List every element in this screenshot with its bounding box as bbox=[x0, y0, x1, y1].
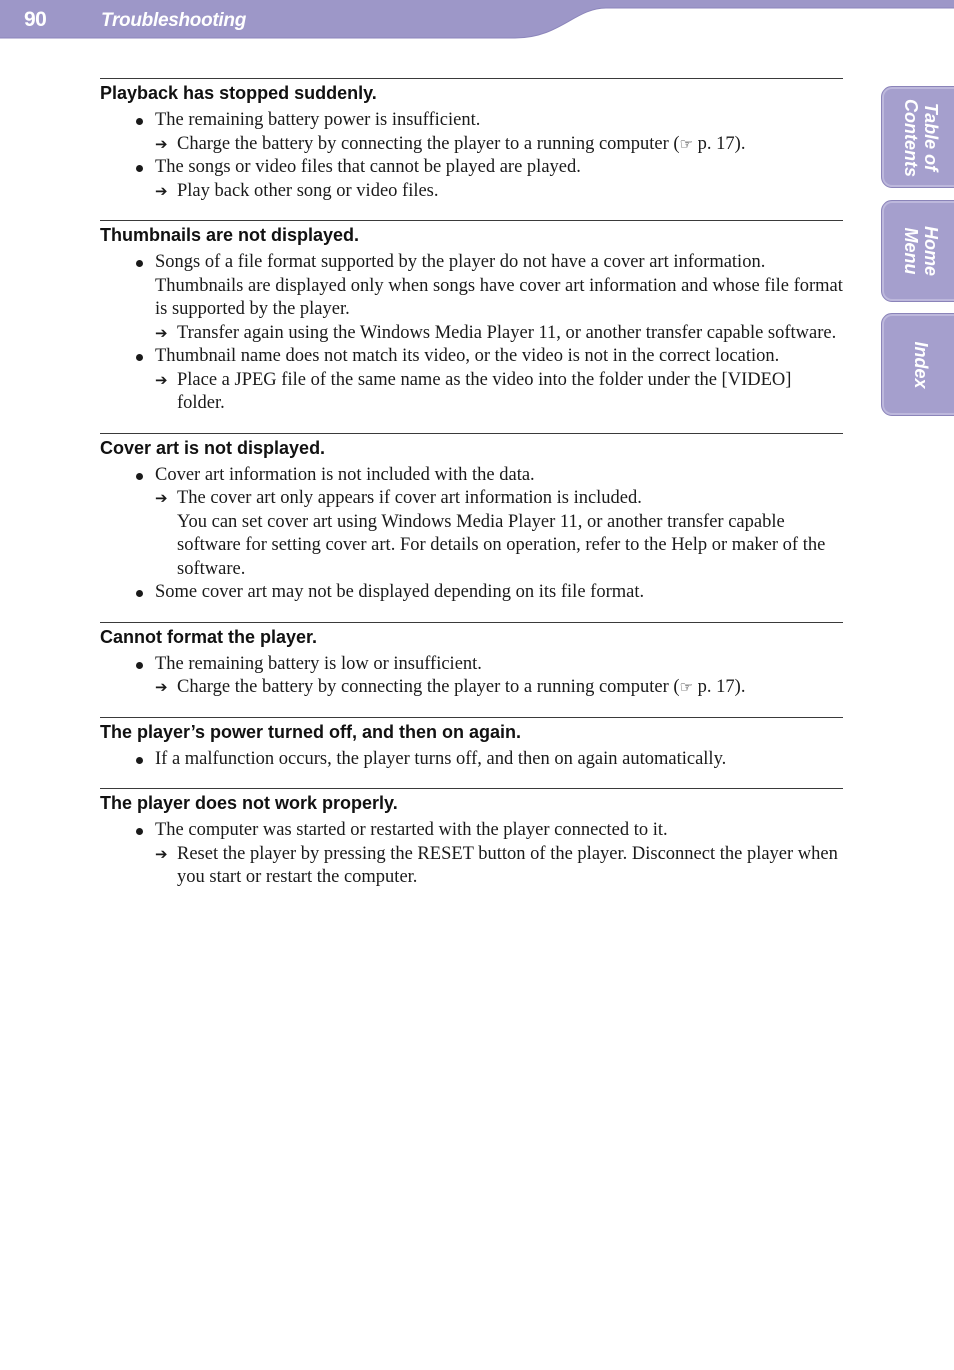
action-item: ➔ The cover art only appears if cover art information is included. bbox=[100, 487, 843, 511]
tab-label-index: Index bbox=[911, 340, 931, 389]
bullet-item: The remaining battery is low or insufficient. bbox=[100, 653, 843, 677]
page-header bbox=[0, 0, 954, 40]
right-arrow-icon: ➔ bbox=[155, 844, 168, 863]
action-continuation: You can set cover art using Windows Media Player 11, or another transfer capable software for setting cover art. For details on operation, refer to the Help or maker of the software. bbox=[177, 511, 826, 579]
pointing-hand-icon: ☞ bbox=[679, 134, 694, 153]
tab-table-of-contents[interactable] bbox=[881, 86, 954, 188]
section-cannot-format bbox=[100, 622, 843, 700]
action-item: ➔ Charge the battery by connecting the player to a running computer (☞ p. 17). bbox=[100, 133, 843, 157]
tab-home-menu[interactable] bbox=[881, 200, 954, 302]
page-reference-link[interactable]: p. 17). bbox=[697, 133, 746, 154]
action-item: ➔ Reset the player by pressing the RESET button of the player. Disconnect the player when you start or restart the computer. bbox=[155, 843, 838, 887]
right-arrow-icon: ➔ bbox=[155, 323, 168, 342]
section-heading: The player does not work properly. bbox=[100, 793, 398, 813]
section-not-working bbox=[100, 788, 843, 890]
action-item: ➔ Play back other song or video files. bbox=[100, 180, 843, 204]
page-number: 90 bbox=[24, 8, 47, 31]
pointing-hand-icon: ☞ bbox=[679, 678, 694, 696]
bullet-item: Some cover art may not be displayed depending on its file format. bbox=[100, 581, 843, 605]
section-playback-stopped bbox=[100, 78, 843, 203]
action-item: ➔ Place a JPEG file of the same name as the video into the folder under the [VIDEO] folder. bbox=[155, 369, 792, 413]
section-heading: Thumbnails are not displayed. bbox=[100, 225, 360, 245]
right-arrow-icon: ➔ bbox=[155, 370, 168, 389]
section-title: Troubleshooting bbox=[101, 10, 247, 31]
tab-label-toc: Table of Contents bbox=[901, 99, 941, 177]
bullet-item: The remaining battery power is insufficient. bbox=[100, 109, 843, 133]
right-arrow-icon: ➔ bbox=[155, 678, 168, 696]
section-heading: Cannot format the player. bbox=[100, 626, 318, 647]
page-reference-link[interactable]: p. 17). bbox=[697, 677, 746, 697]
tab-label-home: Home Menu bbox=[901, 225, 941, 276]
right-arrow-icon: ➔ bbox=[155, 181, 168, 200]
bullet-item: The computer was started or restarted with the player connected to it. bbox=[100, 819, 843, 843]
section-heading: Playback has stopped suddenly. bbox=[100, 83, 377, 103]
action-item: ➔ Charge the battery by connecting the player to a running computer (☞ p. 17). bbox=[100, 676, 843, 700]
right-arrow-icon: ➔ bbox=[155, 489, 168, 507]
right-arrow-icon: ➔ bbox=[155, 134, 168, 153]
section-power-off-on bbox=[100, 717, 843, 772]
section-thumbnails bbox=[100, 220, 843, 416]
main-content bbox=[100, 78, 843, 907]
action-item: ➔ Transfer again using the Windows Media Player 11, or another transfer capable software. bbox=[100, 322, 843, 346]
bullet-item: The songs or video files that cannot be played are played. bbox=[100, 156, 843, 180]
bullet-item: If a malfunction occurs, the player turns off, and then on again automatically. bbox=[100, 748, 843, 772]
section-cover-art bbox=[100, 433, 843, 605]
bullet-item: Cover art information is not included with the data. bbox=[100, 464, 843, 488]
bullet-item: Songs of a file format supported by the player do not have a cover art information. Thumbnails are displayed only when songs have cover art information and whose file format is supported by the player. bbox=[100, 251, 843, 322]
bullet-item: Thumbnail name does not match its video, or the video is not in the correct location. bbox=[100, 345, 843, 369]
section-heading: The player’s power turned off, and then on again. bbox=[100, 721, 522, 742]
section-heading: Cover art is not displayed. bbox=[100, 437, 326, 458]
tab-index[interactable] bbox=[881, 313, 954, 416]
